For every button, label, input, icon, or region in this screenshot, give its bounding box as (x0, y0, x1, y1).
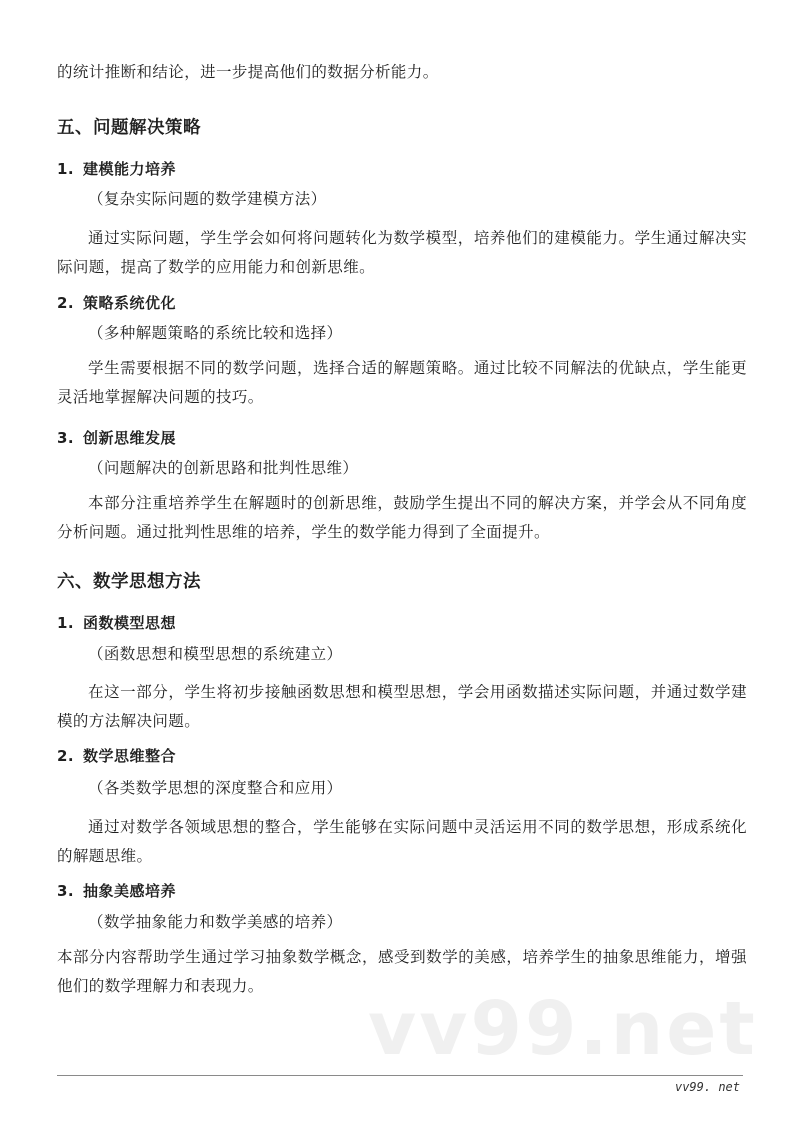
item-heading-text: 抽象美感培养 (83, 882, 177, 900)
item-heading-text: 建模能力培养 (83, 160, 177, 178)
section-6-item-1-subtitle: （函数思想和模型思想的系统建立） (88, 645, 343, 663)
item-heading-text: 策略系统优化 (83, 294, 177, 312)
section-5-item-2-heading (57, 292, 176, 313)
item-heading-text: 函数模型思想 (83, 614, 177, 632)
section-6-item-1-body: 在这一部分，学生将初步接触函数思想和模型思想，学会用函数描述实际问题，并通过数学建模的方法解决问题。 (57, 683, 747, 730)
item-number: 1. (57, 160, 75, 178)
item-heading-text: 数学思维整合 (83, 747, 177, 765)
watermark: vv99.net (368, 986, 758, 1072)
intro-paragraph: 的统计推断和结论，进一步提高他们的数据分析能力。 (57, 63, 439, 81)
section-5-item-3-subtitle: （问题解决的创新思路和批判性思维） (88, 459, 359, 477)
item-number: 1. (57, 614, 75, 632)
item-heading-text: 创新思维发展 (83, 429, 177, 447)
section-6-item-2-heading (57, 745, 176, 766)
section-5-title: 五、问题解决策略 (57, 118, 201, 138)
item-number: 3. (57, 429, 75, 447)
section-5-item-3-heading (57, 427, 176, 448)
section-5-item-3-body: 本部分注重培养学生在解题时的创新思维，鼓励学生提出不同的解决方案，并学会从不同角度分析问题。通过批判性思维的培养，学生的数学能力得到了全面提升。 (57, 494, 747, 541)
item-number: 3. (57, 882, 75, 900)
footer-divider (57, 1075, 743, 1076)
section-5-item-1-heading (57, 158, 176, 179)
section-6-item-3-subtitle: （数学抽象能力和数学美感的培养） (88, 913, 343, 931)
section-6-item-2-subtitle: （各类数学思想的深度整合和应用） (88, 779, 343, 797)
item-number: 2. (57, 294, 75, 312)
section-6-item-3-body: 本部分内容帮助学生通过学习抽象数学概念，感受到数学的美感，培养学生的抽象思维能力，增强他们的数学理解力和表现力。 (57, 948, 747, 995)
section-6-item-1-heading (57, 612, 176, 633)
item-number: 2. (57, 747, 75, 765)
section-5-item-2-body: 学生需要根据不同的数学问题，选择合适的解题策略。通过比较不同解法的优缺点，学生能更灵活地掌握解决问题的技巧。 (57, 359, 747, 406)
section-6-item-2-body: 通过对数学各领域思想的整合，学生能够在实际问题中灵活运用不同的数学思想，形成系统化的解题思维。 (57, 818, 747, 865)
section-5-item-1-subtitle: （复杂实际问题的数学建模方法） (88, 190, 327, 208)
section-5-item-2-subtitle: （多种解题策略的系统比较和选择） (88, 324, 343, 342)
footer-site: vv99. net (674, 1080, 740, 1094)
section-6-item-3-heading (57, 880, 176, 901)
section-5-item-1-body: 通过实际问题，学生学会如何将问题转化为数学模型，培养他们的建模能力。学生通过解决实际问题，提高了数学的应用能力和创新思维。 (57, 229, 747, 276)
section-6-title: 六、数学思想方法 (57, 572, 201, 592)
